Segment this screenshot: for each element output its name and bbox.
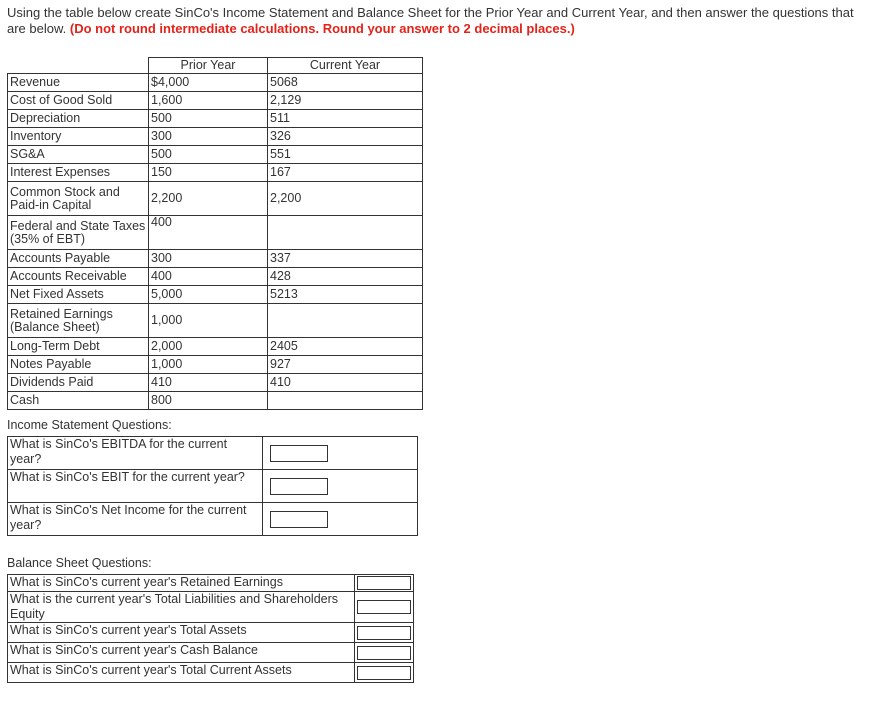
current-value: 428 xyxy=(268,268,423,286)
current-value xyxy=(268,392,423,410)
current-value xyxy=(268,216,423,250)
prior-value: 500 xyxy=(149,110,268,128)
row-label: Accounts Payable xyxy=(8,250,149,268)
rounding-warning: (Do not round intermediate calculations. Round your answer to 2 decimal places.) xyxy=(69,21,575,36)
question-row xyxy=(8,503,418,536)
table-row xyxy=(8,92,423,110)
prior-value: 150 xyxy=(149,164,268,182)
current-value: 927 xyxy=(268,356,423,374)
total-assets-answer-input[interactable] xyxy=(357,626,411,640)
row-label: Interest Expenses xyxy=(8,164,149,182)
prior-value: 500 xyxy=(149,146,268,164)
answer-cell xyxy=(355,643,414,663)
question-row xyxy=(8,437,418,470)
table-row xyxy=(8,182,423,216)
question-text: What is SinCo's current year's Cash Balance xyxy=(8,643,355,663)
row-label: Long-Term Debt xyxy=(8,338,149,356)
prior-value: 1,600 xyxy=(149,92,268,110)
question-row xyxy=(8,575,414,592)
table-row xyxy=(8,250,423,268)
row-label: Accounts Receivable xyxy=(8,268,149,286)
prior-value: 400 xyxy=(149,268,268,286)
instructions-text: Using the table below create SinCo's Income Statement and Balance Sheet for the Prior Year and Current Year, and then answer the questions that are below. xyxy=(7,5,854,36)
question-text: What is SinCo's EBITDA for the current year? xyxy=(8,437,263,470)
instructions xyxy=(7,5,869,37)
question-text: What is SinCo's EBIT for the current year? xyxy=(8,470,263,503)
table-row xyxy=(8,74,423,92)
prior-value: 410 xyxy=(149,374,268,392)
prior-value: 800 xyxy=(149,392,268,410)
table-row xyxy=(8,110,423,128)
row-label: SG&A xyxy=(8,146,149,164)
total-current-assets-answer-input[interactable] xyxy=(357,666,411,680)
row-label: Cash xyxy=(8,392,149,410)
answer-cell xyxy=(355,663,414,683)
question-row xyxy=(8,643,414,663)
row-label: Notes Payable xyxy=(8,356,149,374)
table-header-row xyxy=(8,58,423,74)
prior-value: 5,000 xyxy=(149,286,268,304)
prior-value: $4,000 xyxy=(149,74,268,92)
current-value: 410 xyxy=(268,374,423,392)
prior-value: 300 xyxy=(149,250,268,268)
ebitda-answer-input[interactable] xyxy=(270,445,328,462)
table-row xyxy=(8,128,423,146)
table-row xyxy=(8,392,423,410)
row-label: Federal and State Taxes (35% of EBT) xyxy=(8,216,149,250)
current-value: 551 xyxy=(268,146,423,164)
row-label: Revenue xyxy=(8,74,149,92)
table-row xyxy=(8,374,423,392)
answer-cell xyxy=(263,437,418,470)
table-row xyxy=(8,356,423,374)
question-row xyxy=(8,663,414,683)
cash-balance-answer-input[interactable] xyxy=(357,646,411,660)
prior-value: 2,000 xyxy=(149,338,268,356)
prior-value: 300 xyxy=(149,128,268,146)
ebit-answer-input[interactable] xyxy=(270,478,328,495)
current-value: 5213 xyxy=(268,286,423,304)
current-value: 337 xyxy=(268,250,423,268)
current-value: 5068 xyxy=(268,74,423,92)
current-value: 2,129 xyxy=(268,92,423,110)
row-label: Common Stock and Paid-in Capital xyxy=(8,182,149,216)
header-blank xyxy=(8,58,149,74)
row-label: Inventory xyxy=(8,128,149,146)
current-value: 167 xyxy=(268,164,423,182)
row-label: Retained Earnings (Balance Sheet) xyxy=(8,304,149,338)
current-value xyxy=(268,304,423,338)
question-text: What is SinCo's current year's Total Current Assets xyxy=(8,663,355,683)
answer-cell xyxy=(355,575,414,592)
row-label: Dividends Paid xyxy=(8,374,149,392)
current-value: 511 xyxy=(268,110,423,128)
answer-cell xyxy=(355,592,414,623)
question-text: What is SinCo's current year's Retained Earnings xyxy=(8,575,355,592)
balance-sheet-title: Balance Sheet Questions: xyxy=(7,556,152,570)
table-row xyxy=(8,304,423,338)
table-row xyxy=(8,286,423,304)
answer-cell xyxy=(263,470,418,503)
table-row xyxy=(8,146,423,164)
income-statement-questions xyxy=(7,436,418,536)
header-current-year: Current Year xyxy=(268,58,423,74)
prior-value: 2,200 xyxy=(149,182,268,216)
prior-value: 400 xyxy=(149,216,268,250)
table-row xyxy=(8,164,423,182)
table-row xyxy=(8,338,423,356)
question-row xyxy=(8,470,418,503)
row-label: Net Fixed Assets xyxy=(8,286,149,304)
row-label: Depreciation xyxy=(8,110,149,128)
table-row xyxy=(8,268,423,286)
net-income-answer-input[interactable] xyxy=(270,511,328,528)
current-value: 2405 xyxy=(268,338,423,356)
table-row xyxy=(8,216,423,250)
row-label: Cost of Good Sold xyxy=(8,92,149,110)
retained-earnings-answer-input[interactable] xyxy=(357,576,411,590)
current-value: 326 xyxy=(268,128,423,146)
question-row xyxy=(8,592,414,623)
balance-sheet-questions xyxy=(7,574,414,683)
question-text: What is SinCo's Net Income for the current year? xyxy=(8,503,263,536)
total-liabilities-equity-answer-input[interactable] xyxy=(357,600,411,614)
prior-value: 1,000 xyxy=(149,356,268,374)
header-prior-year: Prior Year xyxy=(149,58,268,74)
question-text: What is SinCo's current year's Total Assets xyxy=(8,623,355,643)
answer-cell xyxy=(355,623,414,643)
question-row xyxy=(8,623,414,643)
prior-value: 1,000 xyxy=(149,304,268,338)
financial-data-table xyxy=(7,57,423,410)
income-statement-title: Income Statement Questions: xyxy=(7,418,172,432)
current-value: 2,200 xyxy=(268,182,423,216)
question-text: What is the current year's Total Liabilities and Shareholders Equity xyxy=(8,592,355,623)
answer-cell xyxy=(263,503,418,536)
